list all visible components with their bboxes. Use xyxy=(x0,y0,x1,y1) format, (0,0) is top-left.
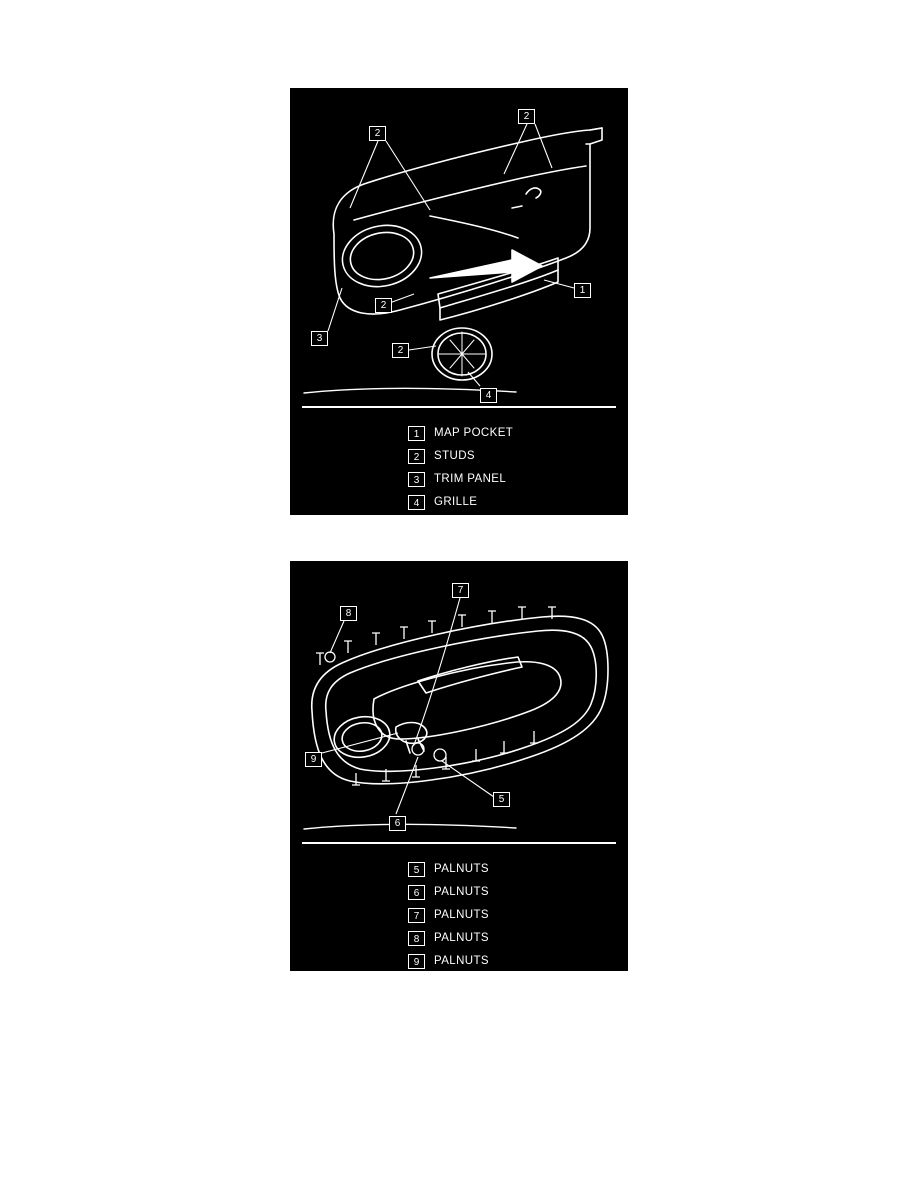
callout-1: 1 xyxy=(574,283,591,298)
callout-2: 2 xyxy=(518,109,535,124)
legend-label: STUDS xyxy=(434,450,475,462)
legend-item xyxy=(408,494,513,510)
legend-key: 5 xyxy=(408,862,425,877)
legend-key: 1 xyxy=(408,426,425,441)
callout-2: 2 xyxy=(369,126,386,141)
figure-door-trim-panel-assembly xyxy=(290,88,628,515)
legend-key: 3 xyxy=(408,472,425,487)
legend-item xyxy=(408,907,489,923)
callout-5: 5 xyxy=(493,792,510,807)
callout-2: 2 xyxy=(375,298,392,313)
figure-2-divider xyxy=(302,842,616,844)
callout-3: 3 xyxy=(311,331,328,346)
callout-6: 6 xyxy=(389,816,406,831)
legend-key: 4 xyxy=(408,495,425,510)
legend-label: PALNUTS xyxy=(434,932,489,944)
legend-key: 9 xyxy=(408,954,425,969)
legend-label: GRILLE xyxy=(434,496,478,508)
legend-label: MAP POCKET xyxy=(434,427,514,439)
callout-7: 7 xyxy=(452,583,469,598)
legend-item xyxy=(408,471,513,487)
legend-item xyxy=(408,861,489,877)
legend-item xyxy=(408,953,489,969)
legend-item xyxy=(408,425,513,441)
callout-4: 4 xyxy=(480,388,497,403)
callout-8: 8 xyxy=(340,606,357,621)
legend-item xyxy=(408,884,489,900)
legend-key: 6 xyxy=(408,885,425,900)
legend-key: 8 xyxy=(408,931,425,946)
legend-key: 2 xyxy=(408,449,425,464)
figure-door-trim-panel-palnuts xyxy=(290,561,628,971)
figure-1-legend xyxy=(408,425,513,510)
callout-9: 9 xyxy=(305,752,322,767)
legend-label: TRIM PANEL xyxy=(434,473,507,485)
figure-1-divider xyxy=(302,406,616,408)
legend-item xyxy=(408,448,513,464)
callout-2: 2 xyxy=(392,343,409,358)
legend-key: 7 xyxy=(408,908,425,923)
legend-label: PALNUTS xyxy=(434,909,489,921)
figure-2-legend xyxy=(408,861,489,969)
legend-item xyxy=(408,930,489,946)
legend-label: PALNUTS xyxy=(434,886,489,898)
legend-label: PALNUTS xyxy=(434,955,489,967)
legend-label: PALNUTS xyxy=(434,863,489,875)
